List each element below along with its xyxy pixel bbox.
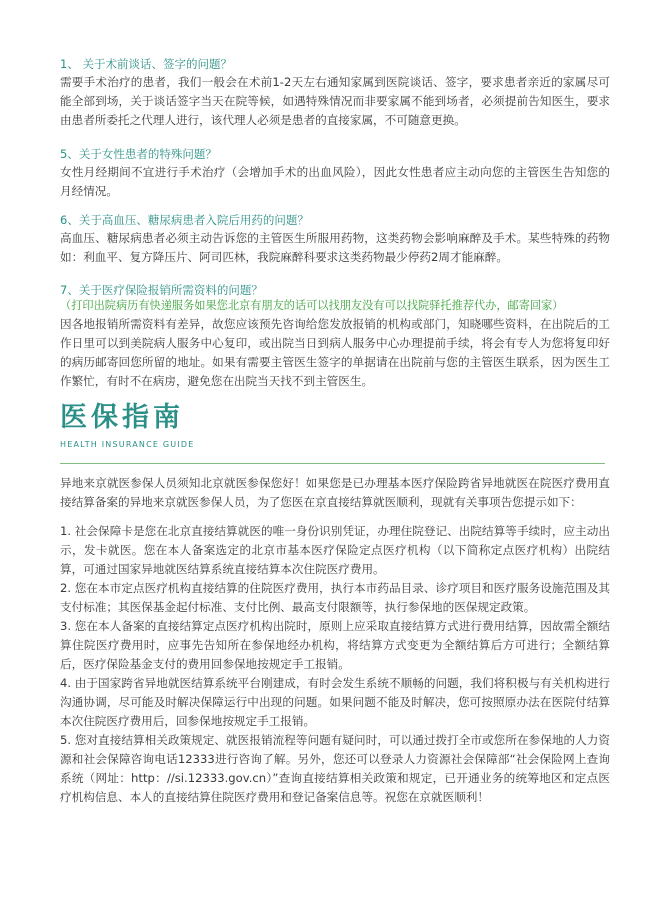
section-6-heading: 6、关于高血压、糖尿病患者入院后用药的问题？ [60,213,309,227]
section-1-body: 需要手术治疗的患者，我们一般会在术前1-2天左右通知家属到医院谈话、签字，要求患者亲近的家属尽可能全部到场，关于谈话签字当天在院等候，如遇特殊情况而非要家属不能到场者，必须提前告知医生，要求由患者所委托之代理人进行，该代理人必须是患者的直接家属，不可随意更换。 [60,75,610,127]
guide-title: 医保指南 [60,402,184,433]
section-5-heading: 5、关于女性患者的特殊问题？ [60,147,217,161]
section-7-note: （打印出院病历有快递服务如果您北京有朋友的话可以找朋友没有可以找院驿托推荐代办，邮寄回家） [60,299,564,312]
guide-divider [60,463,605,464]
section-7-body: 因各地报销所需资料有差异，故您应该预先咨询给您发放报销的机构或部门，知晓哪些资料，在出院后的工作日里可以到美院病人服务中心复印，或出院当日到病人服务中心办理提前手续，将会有专人为您将复印好的病历邮寄回您所留的地址。如果有需要主管医生签字的单据请在出院前与您的主管医生联系，因为医生工作繁忙，有时不在病房，避免您在出院当天找不到主管医生。 [60,317,610,388]
guide-item-3: 3. 您在本人备案的直接结算定点医疗机构出院时，原则上应采取直接结算方式进行费用结算，因故需全额结算住院医疗费用时，应事先告知所在参保地经办机构，将结算方式变更为全额结算后方可进行；全额结算后，医疗保险基金支付的费用回参保地按规定手工报销。 [60,619,610,671]
guide-item-5: 5. 您对直接结算相关政策规定、就医报销流程等问题有疑问时，可以通过拨打全市或您所在参保地的人力资源和社会保障咨询电话12333进行咨询了解。另外，您还可以登录人力资源社会保障部“社会保险网上查询系统（网址：http：//si.12333.gov.cn）”查询直接结算相关政策和规定，已开通业务的统筹地区和定点医疗机构信息、本人的直接结算住院医疗费用和登记备案信息等。祝您在京就医顺利！ [60,733,610,804]
guide-item-1: 1. 社会保障卡是您在北京直接结算就医的唯一身份识别凭证，办理住院登记、出院结算等手续时，应主动出示，发卡就医。您在本人备案选定的北京市基本医疗保险定点医疗机构（以下简称定点医疗机构）出院结算，可通过国家异地就医结算系统直接结算本次住院医疗费用。 [60,524,610,576]
section-1-heading: 1、 关于术前谈话、签字的问题？ [60,57,232,71]
guide-item-2: 2. 您在本市定点医疗机构直接结算的住院医疗费用，执行本市药品目录、诊疗项目和医疗服务设施范围及其支付标准；其医保基金起付标准、支付比例、最高支付限额等，执行参保地的医保规定政策。 [60,581,610,614]
guide-intro: 异地来京就医参保人员须知北京就医参保您好！如果您是已办理基本医疗保险跨省异地就医在院医疗费用直接结算备案的异地来京就医参保人员，为了您医在京直接结算就医顺利，现就有关事项告您提示如下： [60,476,610,509]
guide-item-4: 4. 由于国家跨省异地就医结算系统平台刚建成，有时会发生系统不顺畅的问题，我们将积极与有关机构进行沟通协调，尽可能及时解决保障运行中出现的问题。如果问题不能及时解决，您可按照原办法在医院付结算本次住院医疗费用后，回参保地按规定手工报销。 [60,676,610,728]
section-5-body: 女性月经期间不宜进行手术治疗（会增加手术的出血风险），因此女性患者应主动向您的主管医生告知您的月经情况。 [60,165,610,198]
section-6-body: 高血压、糖尿病患者必须主动告诉您的主管医生所服用药物，这类药物会影响麻醉及手术。某些特殊的药物如：利血平、复方降压片、阿司匹林，我院麻醉科要求这类药物最少停药2周才能麻醉。 [60,231,610,264]
section-7-heading: 7、关于医疗保险报销所需资料的问题？ [60,283,263,297]
guide-subtitle: HEALTH INSURANCE GUIDE [60,440,195,449]
